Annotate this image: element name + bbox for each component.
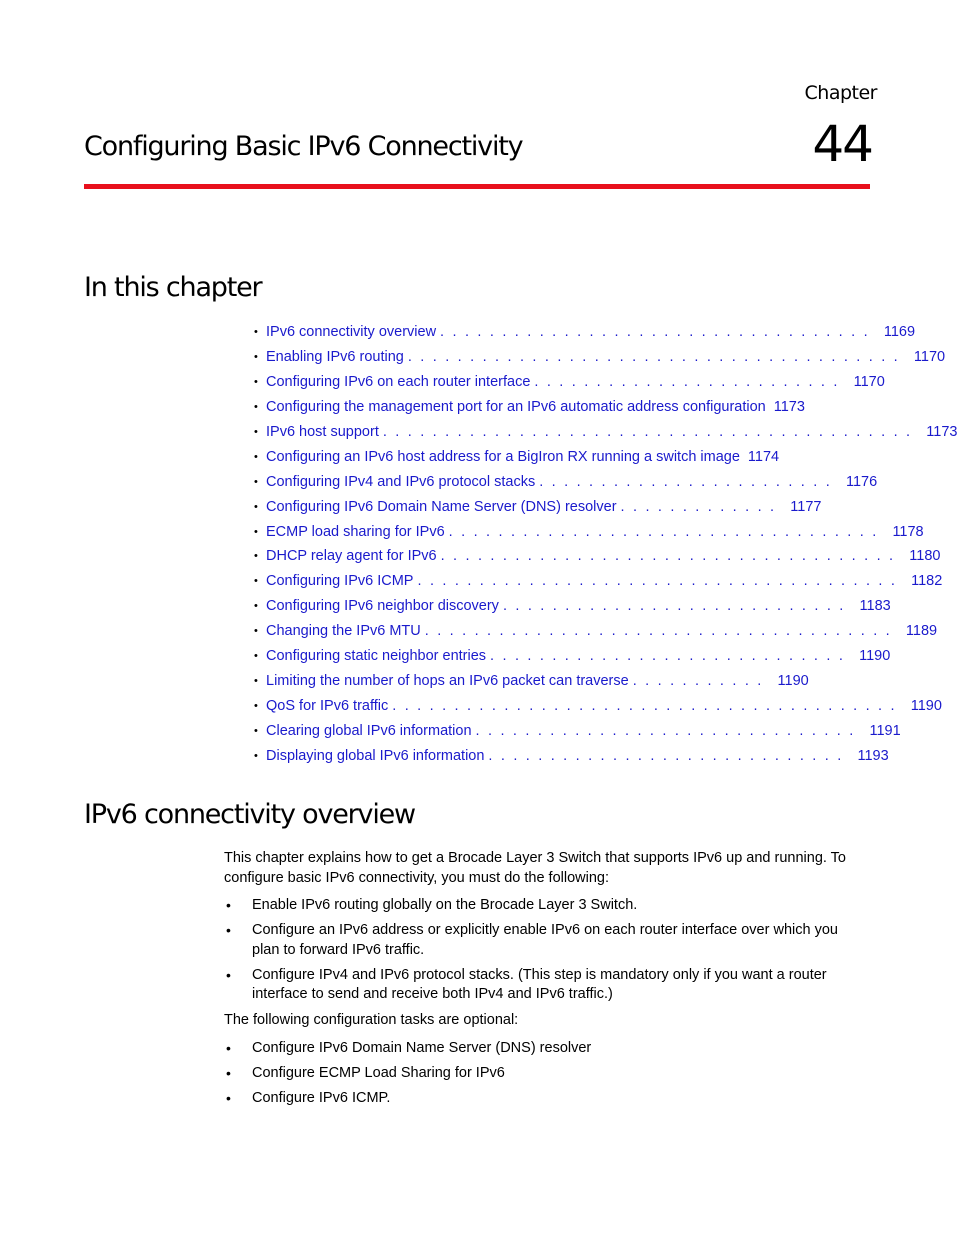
toc-item (254, 446, 834, 471)
toc-title: Configuring IPv6 on each router interface (266, 373, 531, 390)
optional-steps-list (224, 1039, 860, 1109)
bullet-icon: • (254, 350, 258, 363)
toc-leader-dots: . . . . . . . . . . . . . . . . . . . . . . . . . . . . . . . . . . . (448, 523, 879, 540)
list-item: • Configure IPv6 Domain Name Server (DNS) resolver (224, 1039, 860, 1059)
chapter-label: Chapter (804, 82, 877, 104)
toc-title: Configuring static neighbor entries (266, 648, 487, 665)
toc-page-number: 1180 (909, 548, 941, 565)
toc-link[interactable] (266, 670, 834, 692)
list-item: • Configure ECMP Load Sharing for IPv6 (224, 1064, 860, 1084)
toc-title: Configuring IPv6 ICMP (266, 573, 414, 590)
bullet-icon: • (254, 425, 258, 438)
bullet-icon: • (254, 625, 258, 638)
toc-title: Clearing global IPv6 information (266, 723, 472, 739)
toc-leader-dots: . . . . . . . . . . . . . . . . . . . . . . . . . . . . . . . . . . . . . . (424, 623, 892, 640)
bullet-icon: • (254, 475, 258, 488)
chapter-toc (254, 321, 957, 770)
toc-item (254, 745, 889, 770)
toc-page-number: 1174 (747, 448, 780, 465)
bullet-icon: • (254, 326, 258, 338)
toc-link[interactable] (266, 371, 885, 393)
toc-item (254, 471, 878, 496)
list-item: • Enable IPv6 routing globally on the Brocade Layer 3 Switch. (224, 896, 860, 916)
bullet-icon: • (254, 600, 258, 613)
toc-page-number: 1190 (777, 673, 809, 690)
in-this-chapter-heading: In this chapter (84, 272, 262, 303)
toc-item (254, 496, 834, 521)
bullet-icon: • (254, 700, 258, 713)
bullet-icon: • (254, 400, 258, 413)
toc-leader-dots: . . . . . . . . . . . . . . . . . . . . . . . . . . . . (502, 598, 846, 615)
toc-page-number: 1193 (857, 747, 889, 764)
toc-leader-dots: . . . . . . . . . . . . . . . . . . . . . . . . . . . . . . . . . . . . . . . . (407, 348, 900, 365)
toc-page-number: 1177 (790, 498, 822, 515)
toc-page-number: 1178 (892, 523, 924, 540)
toc-title: QoS for IPv6 traffic (266, 698, 389, 715)
toc-item (254, 321, 916, 346)
toc-item (254, 620, 938, 645)
toc-page-number: 1173 (773, 398, 805, 415)
required-steps-list (224, 896, 860, 1005)
toc-page-number: 1189 (905, 623, 938, 640)
toc-item (254, 521, 924, 546)
toc-leader-dots: . . . . . . . . . . . (632, 673, 764, 690)
toc-title: Changing the IPv6 MTU (266, 623, 421, 640)
bullet-icon: • (254, 525, 258, 538)
toc-page-number: 1170 (913, 348, 946, 365)
toc-title: Configuring IPv4 and IPv6 protocol stacks (266, 473, 536, 490)
toc-link[interactable] (266, 496, 834, 518)
bullet-icon: • (254, 550, 258, 563)
toc-title: Configuring the management port for an IPv6 automatic address configuration (266, 398, 766, 415)
bullet-icon: • (254, 375, 258, 388)
bullet-icon: • (254, 675, 258, 688)
toc-link[interactable] (266, 695, 942, 717)
list-item: • Configure an IPv6 address or explicitly enable IPv6 on each router interface over which you plan to forward IPv6 traffic. (226, 922, 838, 958)
toc-leader-dots: . . . . . . . . . . . . . . . . . . . . . . . . . . . . . . . . . . . (440, 324, 870, 340)
bullet-icon: • (226, 922, 231, 938)
toc-page-number: 1190 (859, 648, 891, 665)
toc-link[interactable] (266, 446, 834, 468)
toc-title: IPv6 connectivity overview (266, 324, 437, 340)
toc-link[interactable] (266, 471, 878, 493)
bullet-icon: • (226, 1065, 231, 1081)
toc-item (254, 371, 885, 396)
toc-title: Limiting the number of hops an IPv6 packet can traverse (266, 673, 629, 690)
toc-link[interactable] (266, 545, 941, 567)
list-item: • Configure IPv6 ICMP. (224, 1089, 860, 1109)
toc-title: Enabling IPv6 routing (266, 348, 404, 365)
toc-item (254, 396, 834, 421)
toc-leader-dots: . . . . . . . . . . . . . . . . . . . . . . . . . . . . . (490, 648, 846, 665)
toc-page-number: 1170 (853, 373, 885, 390)
toc-title: DHCP relay agent for IPv6 (266, 548, 437, 565)
bullet-icon: • (254, 725, 258, 737)
bullet-icon: • (254, 650, 258, 663)
chapter-number: 44 (812, 115, 872, 173)
toc-page-number: 1183 (859, 598, 891, 615)
toc-leader-dots: . . . . . . . . . . . . . . . . . . . . . . . . . . . . . (488, 747, 844, 764)
toc-title: Configuring IPv6 neighbor discovery (266, 598, 499, 615)
toc-link[interactable] (266, 595, 891, 617)
toc-leader-dots: . . . . . . . . . . . . . (620, 498, 777, 515)
toc-link[interactable] (266, 396, 834, 418)
bullet-icon: • (254, 575, 258, 588)
toc-leader-dots: . . . . . . . . . . . . . . . . . . . . . . . . . . . . . . . (475, 723, 856, 739)
toc-title: Displaying global IPv6 information (266, 747, 485, 764)
toc-item (254, 645, 891, 670)
toc-link[interactable] (266, 421, 957, 443)
overview-heading: IPv6 connectivity overview (84, 799, 415, 830)
toc-leader-dots: . . . . . . . . . . . . . . . . . . . . . . . . . (534, 373, 840, 390)
toc-item (254, 695, 942, 720)
toc-item (254, 720, 901, 745)
toc-leader-dots: . . . . . . . . . . . . . . . . . . . . . . . . . . . . . . . . . . . . . . . (417, 573, 898, 590)
toc-item (254, 570, 943, 595)
toc-page-number: 1191 (869, 723, 901, 739)
toc-link[interactable] (266, 645, 891, 667)
toc-leader-dots: . . . . . . . . . . . . . . . . . . . . . . . . . . . . . . . . . . . . . (440, 548, 896, 565)
toc-leader-dots: . . . . . . . . . . . . . . . . . . . . . . . . (539, 473, 832, 490)
toc-item (254, 346, 946, 371)
bullet-icon: • (254, 749, 258, 762)
toc-page-number: 1169 (883, 324, 916, 340)
toc-link[interactable] (266, 521, 924, 543)
toc-link[interactable] (266, 346, 946, 368)
toc-page-number: 1173 (926, 423, 957, 440)
toc-leader-dots: . . . . . . . . . . . . . . . . . . . . . . . . . . . . . . . . . . . . . . . . . (392, 698, 897, 715)
toc-title: ECMP load sharing for IPv6 (266, 523, 445, 540)
bullet-icon: • (226, 1090, 231, 1106)
optional-intro: The following configuration tasks are optional: (224, 1012, 519, 1028)
toc-title: Configuring an IPv6 host address for a BigIron RX running a switch image (266, 448, 740, 465)
toc-page-number: 1190 (910, 698, 942, 715)
toc-link[interactable] (266, 720, 901, 742)
toc-link[interactable] (266, 570, 943, 592)
toc-item (254, 595, 891, 620)
bullet-icon: • (226, 897, 231, 913)
bullet-icon: • (226, 1040, 231, 1056)
toc-item (254, 421, 957, 446)
toc-page-number: 1176 (845, 473, 878, 490)
bullet-icon: • (254, 450, 258, 463)
list-item: • Configure IPv4 and IPv6 protocol stacks. (This step is mandatory only if you want a router interface to send and receive both IPv4 and IPv6 traffic.) (226, 966, 827, 1002)
toc-item (254, 545, 941, 570)
toc-leader-dots: . . . . . . . . . . . . . . . . . . . . . . . . . . . . . . . . . . . . . . . . . . . (382, 423, 913, 440)
toc-title: Configuring IPv6 Domain Name Server (DNS) resolver (266, 498, 617, 515)
chapter-title: Configuring Basic IPv6 Connectivity (84, 131, 523, 162)
bullet-icon: • (226, 966, 231, 983)
toc-page-number: 1182 (911, 573, 943, 590)
toc-title: IPv6 host support (266, 423, 379, 440)
bullet-icon: • (254, 500, 258, 513)
toc-item (254, 670, 834, 695)
toc-link[interactable] (266, 745, 889, 767)
toc-link[interactable] (266, 620, 938, 642)
chapter-title-rule (84, 184, 870, 189)
toc-link[interactable] (266, 321, 916, 343)
overview-intro: This chapter explains how to get a Brocade Layer 3 Switch that supports IPv6 up and running. To configure basic IPv6 connectivity, you must do the following: (224, 850, 846, 886)
